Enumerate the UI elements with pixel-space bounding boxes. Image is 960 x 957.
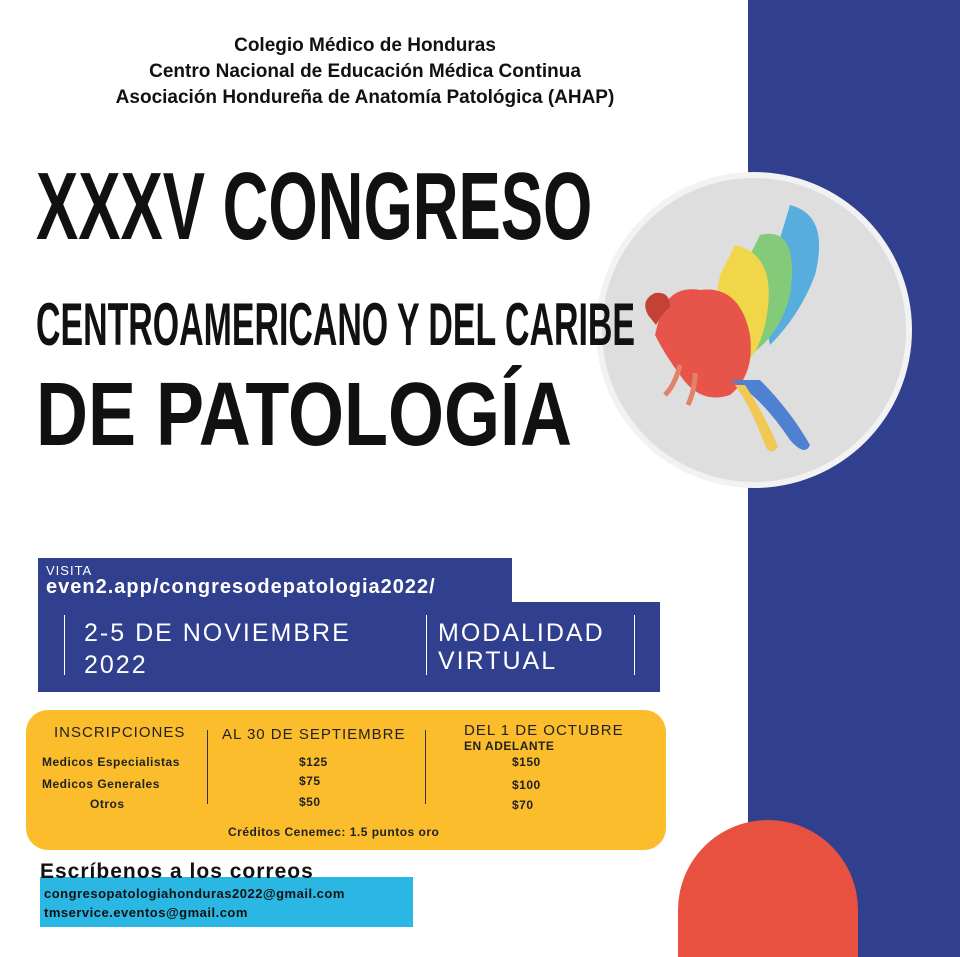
fee-late: $70	[512, 798, 534, 812]
visit-url-link[interactable]: even2.app/congresodepatologia2022/	[46, 576, 436, 598]
email-link-1[interactable]: congresopatologiahonduras2022@gmail.com	[44, 886, 345, 901]
modality-line-1: MODALIDAD	[438, 619, 605, 647]
visit-label: VISITA	[46, 563, 93, 578]
contact-title: Escríbenos a los correos	[40, 860, 314, 883]
org-name-3: Asociación Hondureña de Anatomía Patológica (AHAP)	[115, 87, 615, 108]
fees-header-late-1: DEL 1 DE OCTUBRE	[464, 722, 624, 739]
fee-early: $75	[299, 774, 321, 788]
fee-category: Medicos Especialistas	[42, 755, 180, 769]
org-name-2: Centro Nacional de Educación Médica Continua	[149, 61, 581, 82]
fees-header-early: AL 30 DE SEPTIEMBRE	[222, 726, 406, 743]
title-line-1: XXXV CONGRESO	[36, 153, 593, 260]
parrot-logo	[640, 195, 840, 465]
divider	[64, 615, 65, 675]
divider	[207, 730, 208, 804]
fee-early: $125	[299, 755, 328, 769]
divider	[426, 615, 427, 675]
event-dates-line-1: 2-5 DE NOVIEMBRE	[84, 619, 351, 647]
event-dates-line-2: 2022	[84, 651, 148, 679]
divider	[425, 730, 426, 804]
org-name-1: Colegio Médico de Honduras	[234, 35, 496, 56]
fee-category: Otros	[90, 797, 125, 811]
credits-text: Créditos Cenemec: 1.5 puntos oro	[228, 825, 440, 839]
title-line-3: DE PATOLOGÍA	[36, 365, 573, 465]
fee-category: Medicos Generales	[42, 777, 160, 791]
fee-late: $100	[512, 778, 541, 792]
modality-line-2: VIRTUAL	[438, 647, 558, 675]
title-line-2: CENTROAMERICANO Y DEL CARIBE	[36, 291, 635, 358]
fees-header-late-2: EN ADELANTE	[464, 739, 555, 753]
divider	[634, 615, 635, 675]
fee-early: $50	[299, 795, 321, 809]
fees-header-inscripciones: INSCRIPCIONES	[54, 724, 186, 741]
email-link-2[interactable]: tmservice.eventos@gmail.com	[44, 905, 248, 920]
fee-late: $150	[512, 755, 541, 769]
